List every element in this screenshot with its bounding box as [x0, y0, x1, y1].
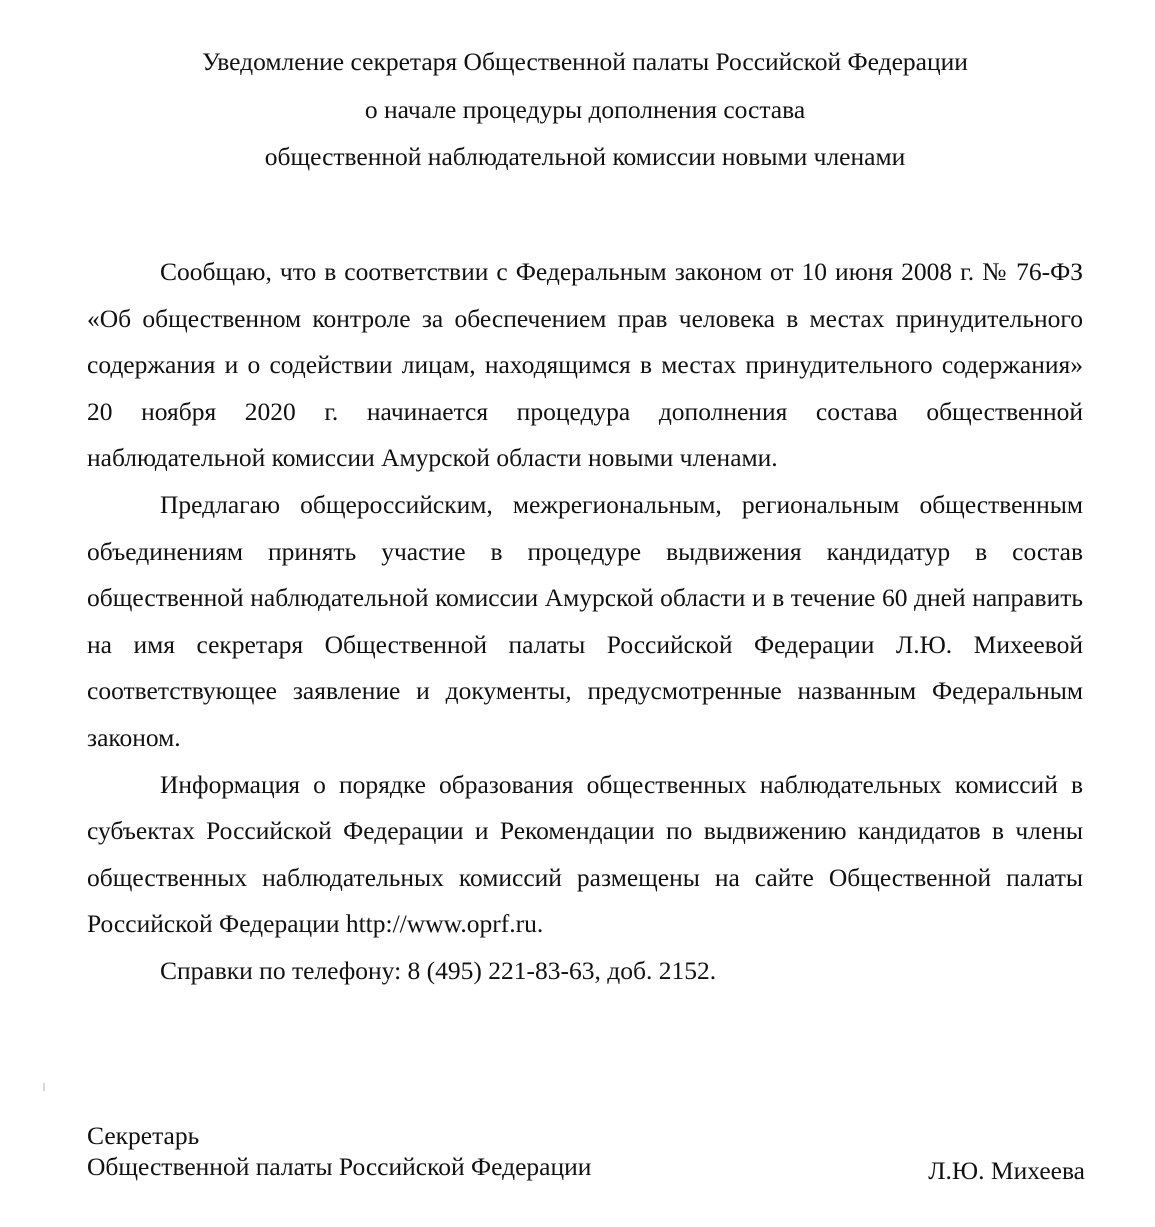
scan-artifact: [43, 1083, 45, 1091]
signature-position: [87, 1120, 591, 1182]
paragraph-notification: Сообщаю, что в соответствии с Федеральным законом от 10 июня 2008 г. № 76-ФЗ «Об общественном контроле за обеспечением прав человека в местах принудительного содержания и о содействии лицам, находящимся в местах принудительного содержания» 20 ноября 2020 г. начинается процедура дополнения состава общественной наблюдательной комиссии Амурской области новыми членами.: [87, 257, 1083, 473]
paragraph-proposal: Предлагаю общероссийским, межрегиональным, региональным общественным объединениям принять участие в процедуре выдвижения кандидатур в состав общественной наблюдательной комиссии Амурской области и в течение 60 дней направить на имя секретаря Общественной палаты Российской Федерации Л.Ю. Михеевой соответствующее заявление и документы, предусмотренные названным Федеральным законом.: [87, 489, 1083, 752]
title-line: общественной наблюдательной комиссии новыми членами: [264, 142, 906, 171]
paragraph-information: Информация о порядке образования общественных наблюдательных комиссий в субъектах Российской Федерации и Рекомендации по выдвижению кандидатов в члены общественных наблюдательных комиссий размещены на сайте Общественной палаты Российской Федерации http://www.oprf.ru.: [87, 769, 1083, 939]
signature-position-line: Секретарь: [87, 1121, 200, 1150]
document-title: [60, 38, 1110, 181]
document-body: [87, 249, 1083, 995]
signature-position-line: Общественной палаты Российской Федерации: [87, 1152, 592, 1181]
signature-name: Л.Ю. Михеева: [928, 1156, 1085, 1185]
title-line: о начале процедуры дополнения состава: [364, 94, 806, 124]
title-line: Уведомление секретаря Общественной палаты Российской Федерации: [202, 47, 968, 76]
paragraph-contacts: Справки по телефону: 8 (495) 221-83-63, доб. 2152.: [160, 955, 717, 985]
